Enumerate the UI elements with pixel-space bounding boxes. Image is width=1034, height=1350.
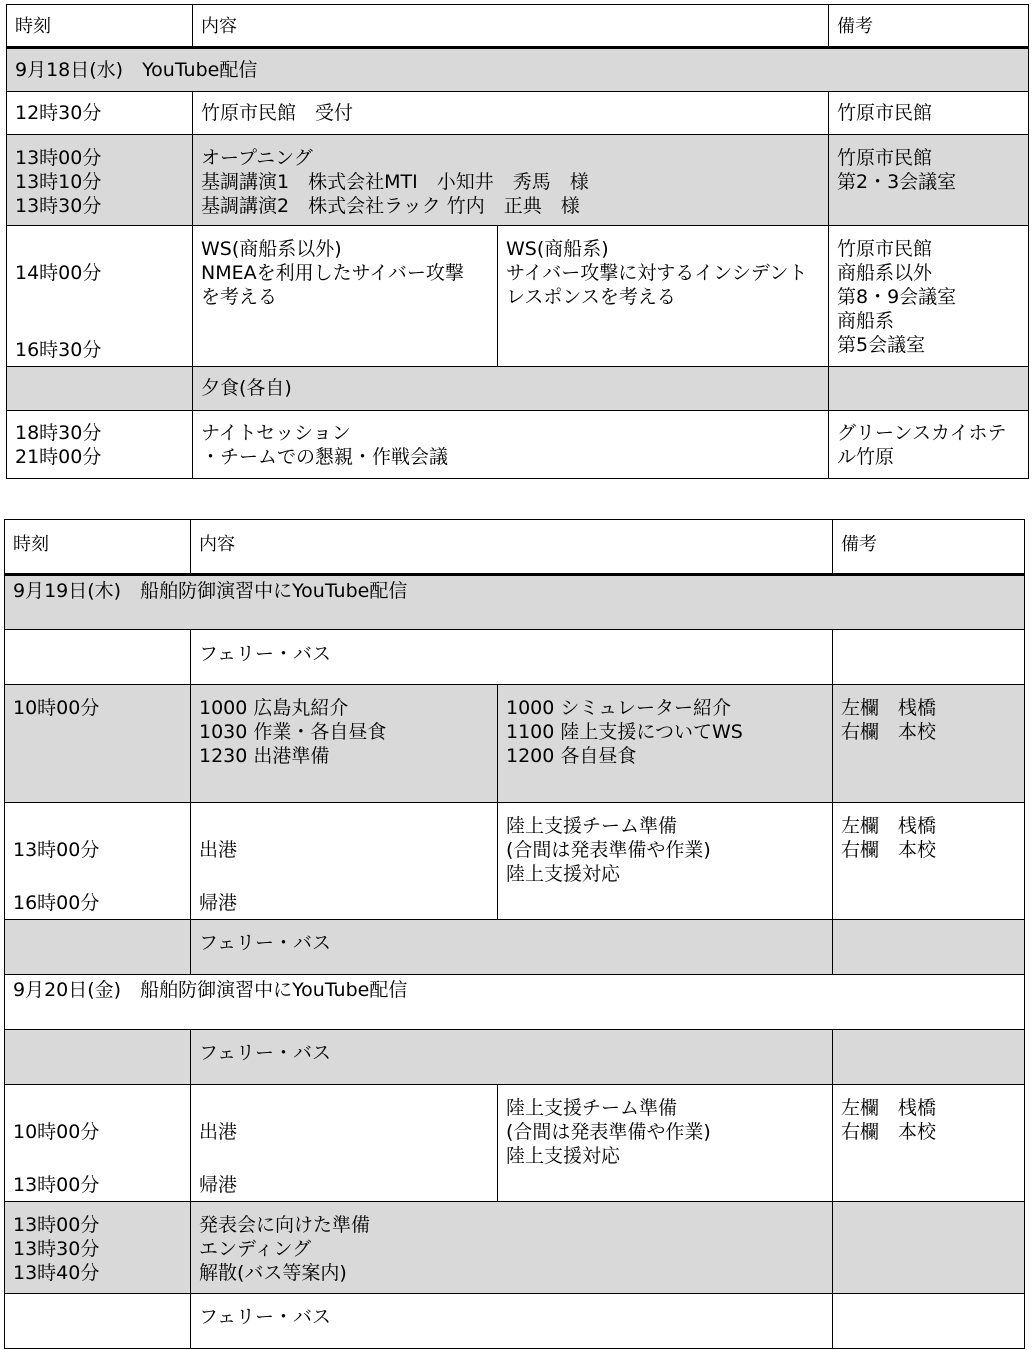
- time-cell: [7, 226, 193, 367]
- content-cell: フェリー・バス: [191, 920, 833, 975]
- date-row: [7, 48, 1029, 92]
- table-row: [7, 135, 1029, 226]
- notes-cell: 左欄 桟橋 右欄 本校: [833, 685, 1025, 803]
- notes-cell: [829, 367, 1029, 411]
- content-left-cell: [191, 803, 498, 920]
- notes-cell: [833, 1030, 1025, 1085]
- time-start: 14時00分: [15, 262, 102, 284]
- table-row: [5, 1294, 1025, 1349]
- table-row: [5, 920, 1025, 975]
- content-cell: フェリー・バス: [191, 630, 833, 685]
- notes-cell: [833, 630, 1025, 685]
- event-end: 帰港: [199, 1174, 238, 1196]
- time-end: 16時30分: [15, 339, 102, 361]
- time-cell: [5, 803, 191, 920]
- notes-cell: 左欄 桟橋 右欄 本校: [833, 1085, 1025, 1202]
- table-row: [5, 1085, 1025, 1202]
- content-cell: オープニング 基調講演1 株式会社MTI 小知井 秀馬 様 基調講演2 株式会社ラック 竹内 正典 様: [193, 135, 829, 226]
- table-row: [5, 1202, 1025, 1294]
- time-cell: [5, 1030, 191, 1085]
- time-cell: 18時30分 21時00分: [7, 411, 193, 479]
- date-row: [5, 575, 1025, 630]
- header-time: 時刻: [7, 5, 193, 48]
- header-time: 時刻: [5, 520, 191, 575]
- content-right-cell: 1000 シミュレーター紹介 1100 陸上支援についてWS 1200 各自昼食: [498, 685, 833, 803]
- content-left-cell: [191, 1085, 498, 1202]
- content-right-cell: WS(商船系) サイバー攻撃に対するインシデント レスポンスを考える: [498, 226, 829, 367]
- time-end: 16時00分: [13, 892, 100, 914]
- table-row: [5, 685, 1025, 803]
- content-cell: 発表会に向けた準備 エンディング 解散(バス等案内): [191, 1202, 833, 1294]
- time-start: 13時00分: [13, 839, 100, 861]
- date-row: [5, 975, 1025, 1030]
- time-cell: 10時00分: [5, 685, 191, 803]
- notes-cell: グリーンスカイホテ ル竹原: [829, 411, 1029, 479]
- time-cell: [5, 630, 191, 685]
- header-notes: 備考: [829, 5, 1029, 48]
- header-content: 内容: [193, 5, 829, 48]
- header-content: 内容: [191, 520, 833, 575]
- notes-cell: 竹原市民館 商船系以外 第8・9会議室 商船系 第5会議室: [829, 226, 1029, 367]
- content-right-cell: 陸上支援チーム準備 (合間は発表準備や作業) 陸上支援対応: [498, 803, 833, 920]
- content-cell: フェリー・バス: [191, 1294, 833, 1349]
- time-cell: [5, 920, 191, 975]
- content-cell: ナイトセッション ・チームでの懇親・作戦会議: [193, 411, 829, 479]
- notes-cell: [833, 920, 1025, 975]
- content-cell: フェリー・バス: [191, 1030, 833, 1085]
- table-row: [7, 226, 1029, 367]
- notes-cell: 竹原市民館: [829, 92, 1029, 135]
- date-label: 9月18日(水) YouTube配信: [7, 48, 1029, 92]
- time-cell: [5, 1085, 191, 1202]
- time-cell: 12時30分: [7, 92, 193, 135]
- notes-cell: 竹原市民館 第2・3会議室: [829, 135, 1029, 226]
- notes-cell: 左欄 桟橋 右欄 本校: [833, 803, 1025, 920]
- content-left-cell: WS(商船系以外) NMEAを利用したサイバー攻撃 を考える: [193, 226, 498, 367]
- event-start: 出港: [199, 839, 238, 861]
- event-end: 帰港: [199, 892, 238, 914]
- date-label: 9月20日(金) 船舶防御演習中にYouTube配信: [5, 975, 1025, 1030]
- table-header-row: [7, 5, 1029, 48]
- table-row: [5, 1030, 1025, 1085]
- table-row: [5, 803, 1025, 920]
- event-start: 出港: [199, 1121, 238, 1143]
- table-header-row: [5, 520, 1025, 575]
- time-cell: [7, 367, 193, 411]
- table-row: [7, 411, 1029, 479]
- header-notes: 備考: [833, 520, 1025, 575]
- schedule-table-day2-day3: [4, 519, 1025, 1349]
- notes-cell: [833, 1202, 1025, 1294]
- time-start: 10時00分: [13, 1121, 100, 1143]
- date-label: 9月19日(木) 船舶防御演習中にYouTube配信: [5, 575, 1025, 630]
- content-cell: 夕食(各自): [193, 367, 829, 411]
- time-cell: 13時00分 13時30分 13時40分: [5, 1202, 191, 1294]
- notes-cell: [833, 1294, 1025, 1349]
- time-cell: 13時00分 13時10分 13時30分: [7, 135, 193, 226]
- content-right-cell: 陸上支援チーム準備 (合間は発表準備や作業) 陸上支援対応: [498, 1085, 833, 1202]
- table-row: [7, 367, 1029, 411]
- content-left-cell: 1000 広島丸紹介 1030 作業・各自昼食 1230 出港準備: [191, 685, 498, 803]
- table-row: [5, 630, 1025, 685]
- table-row: [7, 92, 1029, 135]
- time-cell: [5, 1294, 191, 1349]
- schedule-table-day1: [6, 4, 1029, 479]
- time-end: 13時00分: [13, 1174, 100, 1196]
- content-cell: 竹原市民館 受付: [193, 92, 829, 135]
